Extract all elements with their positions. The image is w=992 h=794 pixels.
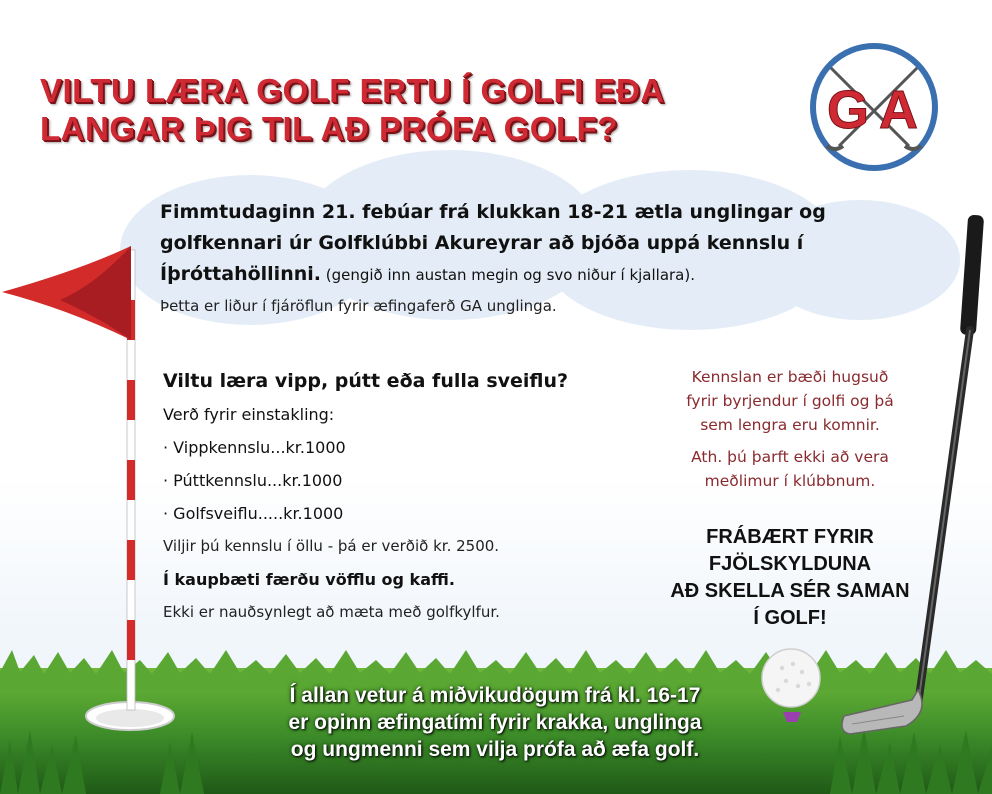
- price-item: · Púttkennslu...kr.1000: [163, 471, 343, 490]
- price-all: Viljir þú kennslu í öllu - þá er verðið kr. 2500.: [163, 537, 500, 555]
- price-bonus: Í kaupbæti færðu vöfflu og kaffi.: [163, 570, 455, 589]
- venue-directions: (gengið inn austan megin og svo niður í kjallara).: [320, 266, 695, 284]
- intro-line: golfkennari úr Golfklúbbi Akureyrar að bjóða uppá kennslu í: [160, 232, 804, 254]
- side-note-line: fyrir byrjendur í golfi og þá: [686, 392, 894, 410]
- bottom-line: er opinn æfingatími fyrir krakka, unglinga: [288, 711, 702, 734]
- bottom-banner: [200, 682, 790, 763]
- headline-line: LANGAR ÞIG TIL AÐ PRÓFA GOLF?: [40, 110, 618, 147]
- bottom-line: Í allan vetur á miðvikudögum frá kl. 16-17: [289, 684, 701, 707]
- family-line: Í GOLF!: [753, 607, 827, 629]
- family-line: FRÁBÆRT FYRIR: [706, 526, 874, 548]
- side-note-line: meðlimur í klúbbnum.: [704, 472, 876, 490]
- headline-line: VILTU LÆRA GOLF ERTU Í GOLFI EÐA: [40, 72, 665, 109]
- side-note-line: Kennslan er bæði hugsuð: [691, 368, 889, 386]
- side-note-line: Ath. þú þarft ekki að vera: [691, 448, 889, 466]
- family-line: AÐ SKELLA SÉR SAMAN: [670, 580, 910, 602]
- price-item: · Golfsveiflu.....kr.1000: [163, 504, 344, 523]
- intro-line: Fimmtudaginn 21. febúar frá klukkan 18-21 ætla unglingar og: [160, 201, 826, 223]
- venue-name: Íþróttahöllinni.: [160, 263, 321, 285]
- logo-letter-a: A: [879, 80, 918, 140]
- price-note: Ekki er nauðsynlegt að mæta með golfkylfur.: [163, 603, 500, 621]
- price-label: Verð fyrir einstakling:: [163, 405, 335, 424]
- logo-letter-g: G: [827, 80, 870, 140]
- price-question: Viltu læra vipp, pútt eða fulla sveiflu?: [163, 370, 569, 392]
- side-note-line: sem lengra eru komnir.: [700, 416, 880, 434]
- bottom-line: og ungmenni sem vilja prófa að æfa golf.: [290, 738, 700, 761]
- price-item: · Vippkennslu...kr.1000: [163, 438, 346, 457]
- fundraiser-note: Þetta er liður í fjáröflun fyrir æfingaferð GA unglinga.: [160, 297, 557, 315]
- family-line: FJÖLSKYLDUNA: [708, 553, 872, 575]
